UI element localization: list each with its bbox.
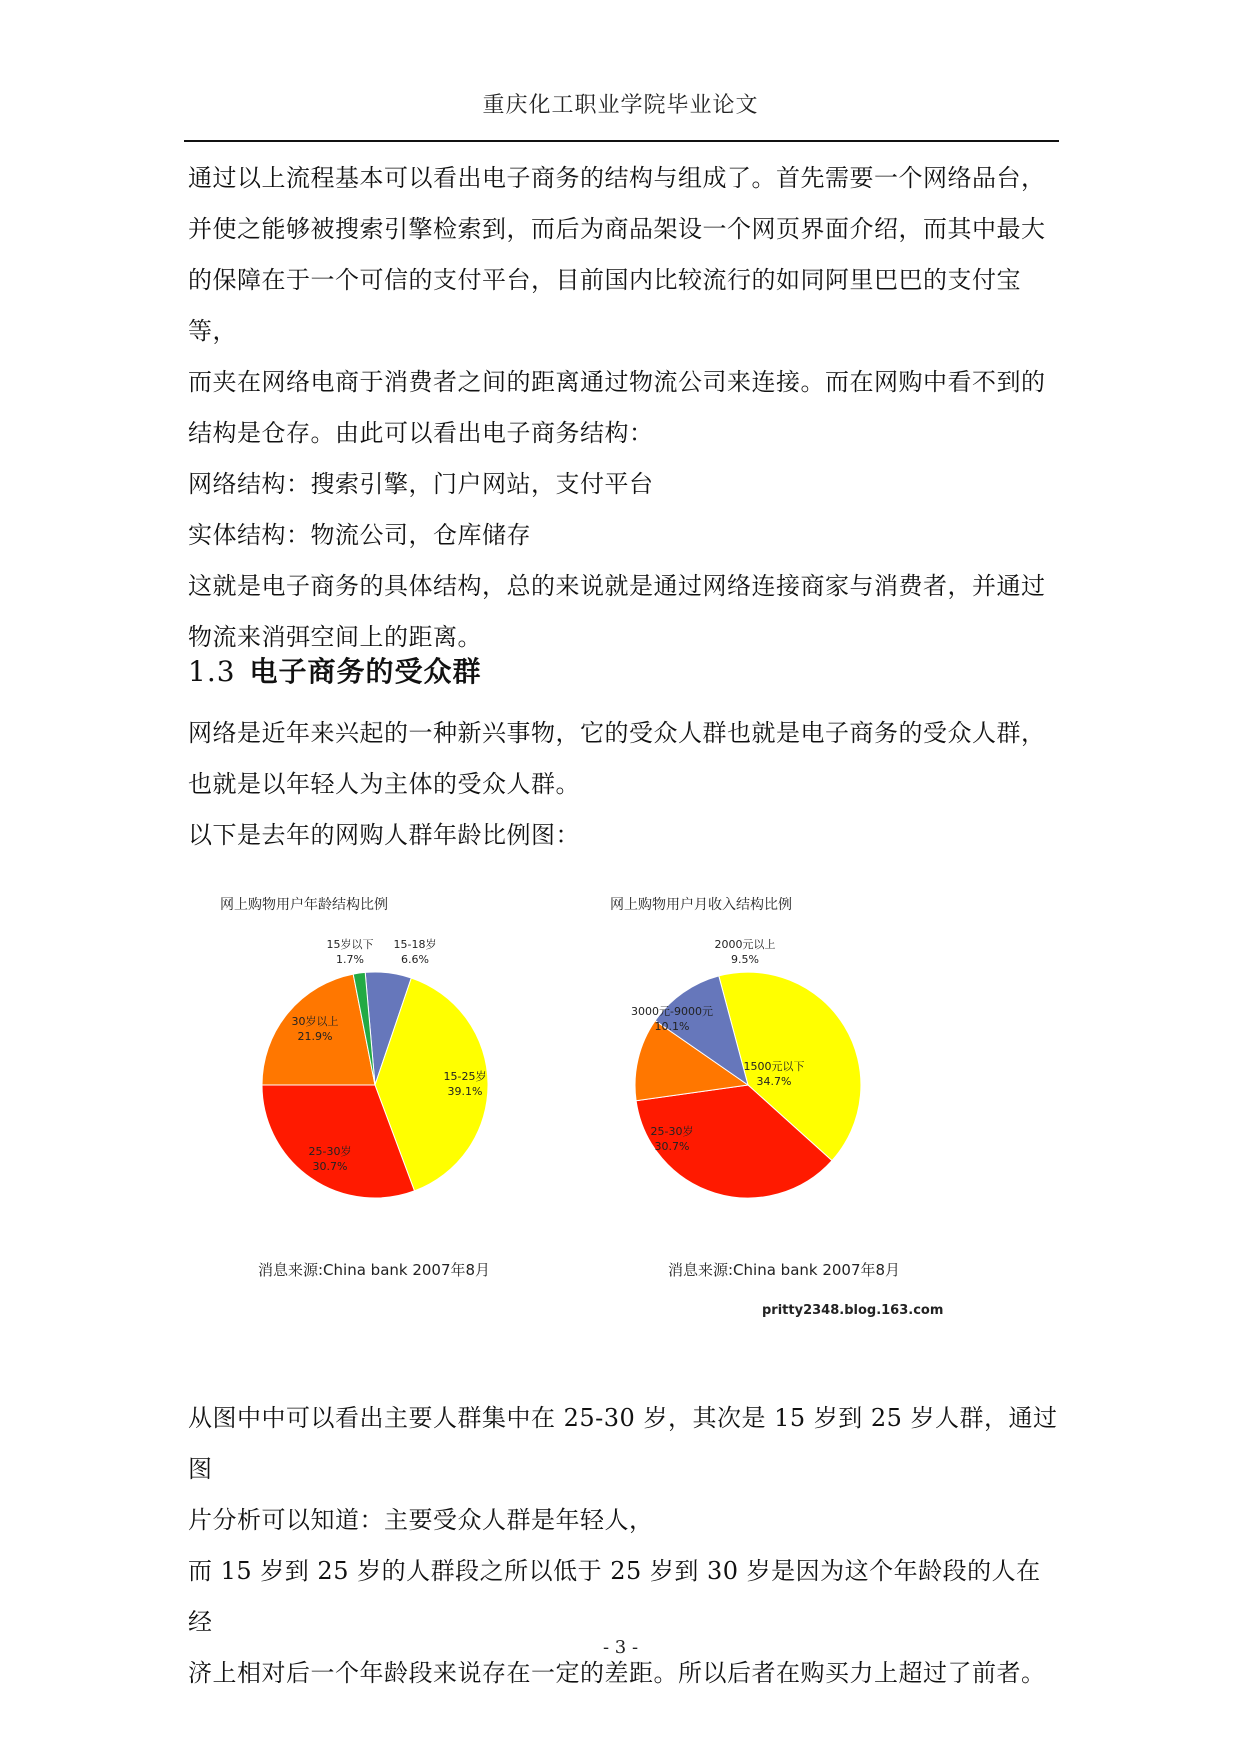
- slice-value-label: 30.7%: [312, 1160, 348, 1173]
- slice-name-label: 25-30岁: [308, 1145, 352, 1158]
- text-line: 的保障在于一个可信的支付平台，目前国内比较流行的如同阿里巴巴的支付宝等，: [188, 266, 1021, 345]
- paragraph-block-audience: [188, 708, 1058, 861]
- slice-value-label: 6.6%: [401, 953, 429, 966]
- text-line: 从图中中可以看出主要人群集中在 25-30 岁，其次是 15 岁到 25 岁人群，通过图: [188, 1404, 1058, 1483]
- slice-name-label: 25-30岁: [650, 1125, 694, 1138]
- text-line: 结构是仓存。由此可以看出电子商务结构：: [188, 419, 654, 447]
- slice-name-label: 1500元以下: [743, 1060, 805, 1073]
- chart-title: 网上购物用户年龄结构比例: [220, 897, 388, 913]
- slice-name-label: 30岁以上: [291, 1015, 339, 1028]
- section-title: 电子商务的受众群: [249, 655, 482, 688]
- slice-value-label: 21.9%: [297, 1030, 333, 1043]
- text-line: 物流来消弭空间上的距离。: [188, 623, 482, 651]
- text-line: 也就是以年轻人为主体的受众人群。: [188, 770, 580, 798]
- chart-source: 消息来源:China bank 2007年8月: [258, 1261, 491, 1279]
- text-line: 片分析可以知道：主要受众人群是年轻人，: [188, 1506, 654, 1534]
- slice-name-label: 15岁以下: [326, 938, 374, 951]
- slice-name-label: 15-18岁: [393, 938, 437, 951]
- text-line: 网络结构：搜索引擎，门户网站，支付平台: [188, 470, 654, 498]
- slice-value-label: 30.7%: [654, 1140, 690, 1153]
- text-line: 网络是近年来兴起的一种新兴事物，它的受众人群也就是电子商务的受众人群，: [188, 719, 1046, 747]
- text-line: 而 15 岁到 25 岁的人群段之所以低于 25 岁到 30 岁是因为这个年龄段的人在经: [188, 1557, 1041, 1636]
- text-line: 实体结构：物流公司，仓库储存: [188, 521, 531, 549]
- chart-title: 网上购物用户月收入结构比例: [610, 897, 792, 913]
- page-number: - 3 -: [602, 1637, 639, 1658]
- text-line: 通过以上流程基本可以看出电子商务的结构与组成了。首先需要一个网络品台，: [188, 164, 1046, 192]
- text-line: 以下是去年的网购人群年龄比例图：: [188, 821, 580, 849]
- chart-source: 消息来源:China bank 2007年8月: [668, 1261, 901, 1279]
- paragraph-block-structure: [188, 153, 1058, 663]
- text-line: 这就是电子商务的具体结构，总的来说就是通过网络连接商家与消费者，并通过: [188, 572, 1046, 600]
- slice-value-label: 10.1%: [654, 1020, 690, 1033]
- slice-name-label: 3000元-9000元: [631, 1005, 713, 1018]
- pie-charts-svg: [200, 880, 990, 1320]
- age-structure-chart: [220, 896, 490, 1279]
- income-structure-chart: [610, 896, 900, 1279]
- section-number: 1.3: [188, 655, 236, 688]
- section-heading: [188, 650, 482, 690]
- text-line: 济上相对后一个年龄段来说存在一定的差距。所以后者在购买力上超过了前者。: [188, 1659, 1046, 1687]
- slice-value-label: 9.5%: [731, 953, 759, 966]
- slice-value-label: 1.7%: [336, 953, 364, 966]
- slice-value-label: 39.1%: [447, 1085, 483, 1098]
- slice-name-label: 2000元以上: [714, 938, 776, 951]
- pie-chart-figure: [200, 880, 990, 1320]
- header-rule: [184, 140, 1059, 142]
- text-line: 而夹在网络电商于消费者之间的距离通过物流公司来连接。而在网购中看不到的: [188, 368, 1046, 396]
- slice-value-label: 34.7%: [756, 1075, 792, 1088]
- watermark-text: pritty2348.blog.163.com: [762, 1303, 944, 1318]
- running-header: 重庆化工职业学院毕业论文: [482, 93, 759, 118]
- text-line: 并使之能够被搜索引擎检索到，而后为商品架设一个网页界面介绍，而其中最大: [188, 215, 1046, 243]
- slice-name-label: 15-25岁: [443, 1070, 487, 1083]
